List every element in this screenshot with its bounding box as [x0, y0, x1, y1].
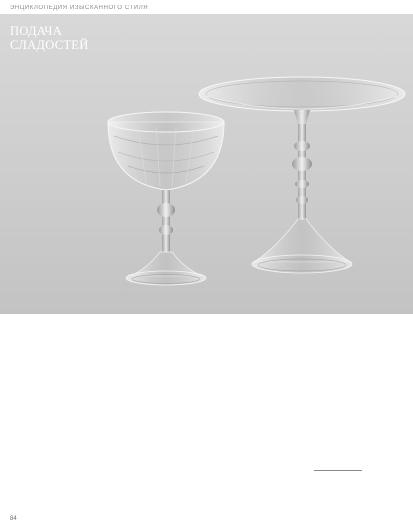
article-title [10, 24, 89, 52]
title-line-2: СЛАДОСТЕЙ [10, 38, 89, 52]
page-number: 84 [10, 516, 17, 522]
photo [0, 14, 413, 314]
running-head: ЭНЦИКЛОПЕДИЯ ИЗЫСКАННОГО СТИЛЯ [10, 5, 149, 11]
glassware-illustration [0, 14, 413, 314]
title-line-1: ПОДАЧА [10, 24, 63, 38]
coupe-glass [108, 112, 224, 285]
footnote-divider [314, 470, 362, 471]
tazza-stand [199, 77, 405, 273]
